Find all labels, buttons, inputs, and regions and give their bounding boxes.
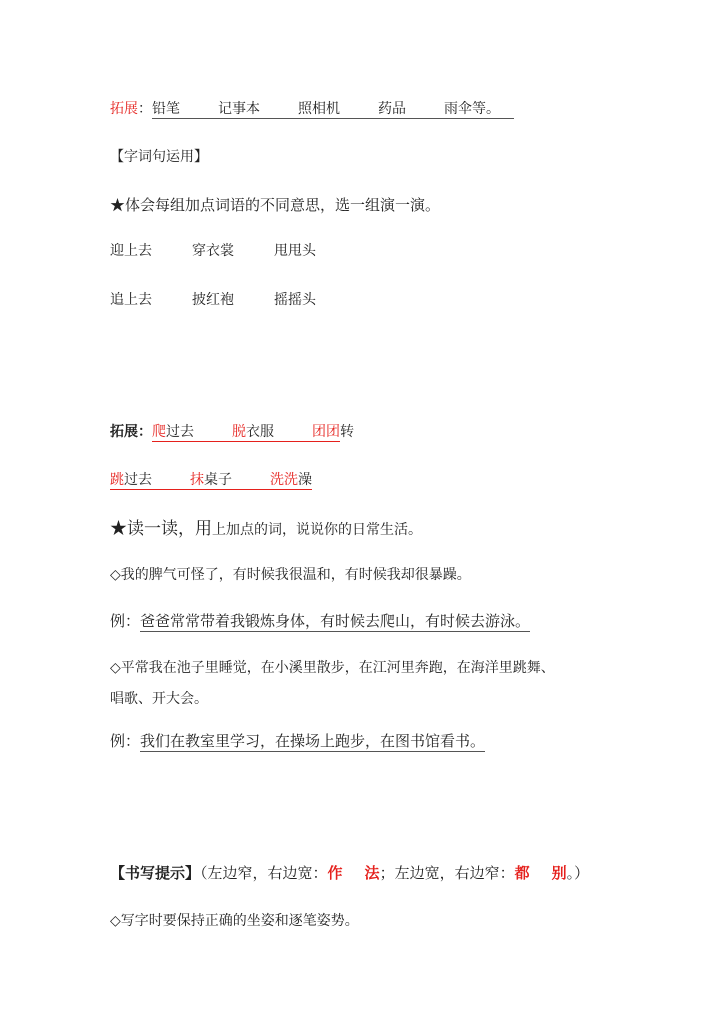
word-row-2: 追上去 披红袍 摇摇头 [110, 292, 316, 308]
expand-items: 铅笔 记事本 照相机 药品 雨伞等。 [152, 101, 514, 119]
expand-line-2: 拓展：爬过去 脱衣服 团团转 [110, 424, 354, 440]
question-2-line-2: 唱歌、开大会。 [110, 691, 208, 707]
question-2-line-1: ◇平常我在池子里睡觉，在小溪里散步，在江河里奔跑，在海洋里跳舞、 [110, 660, 555, 676]
expand-line-3: 跳过去 抹桌子 洗洗澡 [110, 472, 312, 488]
question-1: ◇我的脾气可怪了，有时候我很温和，有时候我却很暴躁。 [110, 567, 471, 583]
section-word-use: 【字词句运用】 [110, 149, 208, 165]
example-1: 例：爸爸常常带着我锻炼身体，有时候去爬山，有时候去游泳。 [110, 612, 531, 630]
example-2: 例：我们在教室里学习，在操场上跑步，在图书馆看书。 [110, 732, 486, 750]
task-2: ★读一读，用上加点的词，说说你的日常生活。 [110, 519, 422, 539]
task-1: ★体会每组加点词语的不同意思，选一组演一演。 [110, 196, 441, 214]
expand-label: 拓展 [110, 101, 138, 117]
expand2-label: 拓展： [110, 424, 152, 440]
writing-tip-title: 【书写提示】 [110, 864, 201, 882]
writing-tip: 【书写提示】（左边窄，右边宽：作 法；左边宽，右边窄：都 别。） [110, 864, 590, 882]
expand-line-1: 拓展：铅笔 记事本 照相机 药品 雨伞等。 [110, 98, 514, 118]
tip-line: ◇写字时要保持正确的坐姿和逐笔姿势。 [110, 913, 359, 929]
word-row-1: 迎上去 穿衣裳 甩甩头 [110, 243, 316, 259]
